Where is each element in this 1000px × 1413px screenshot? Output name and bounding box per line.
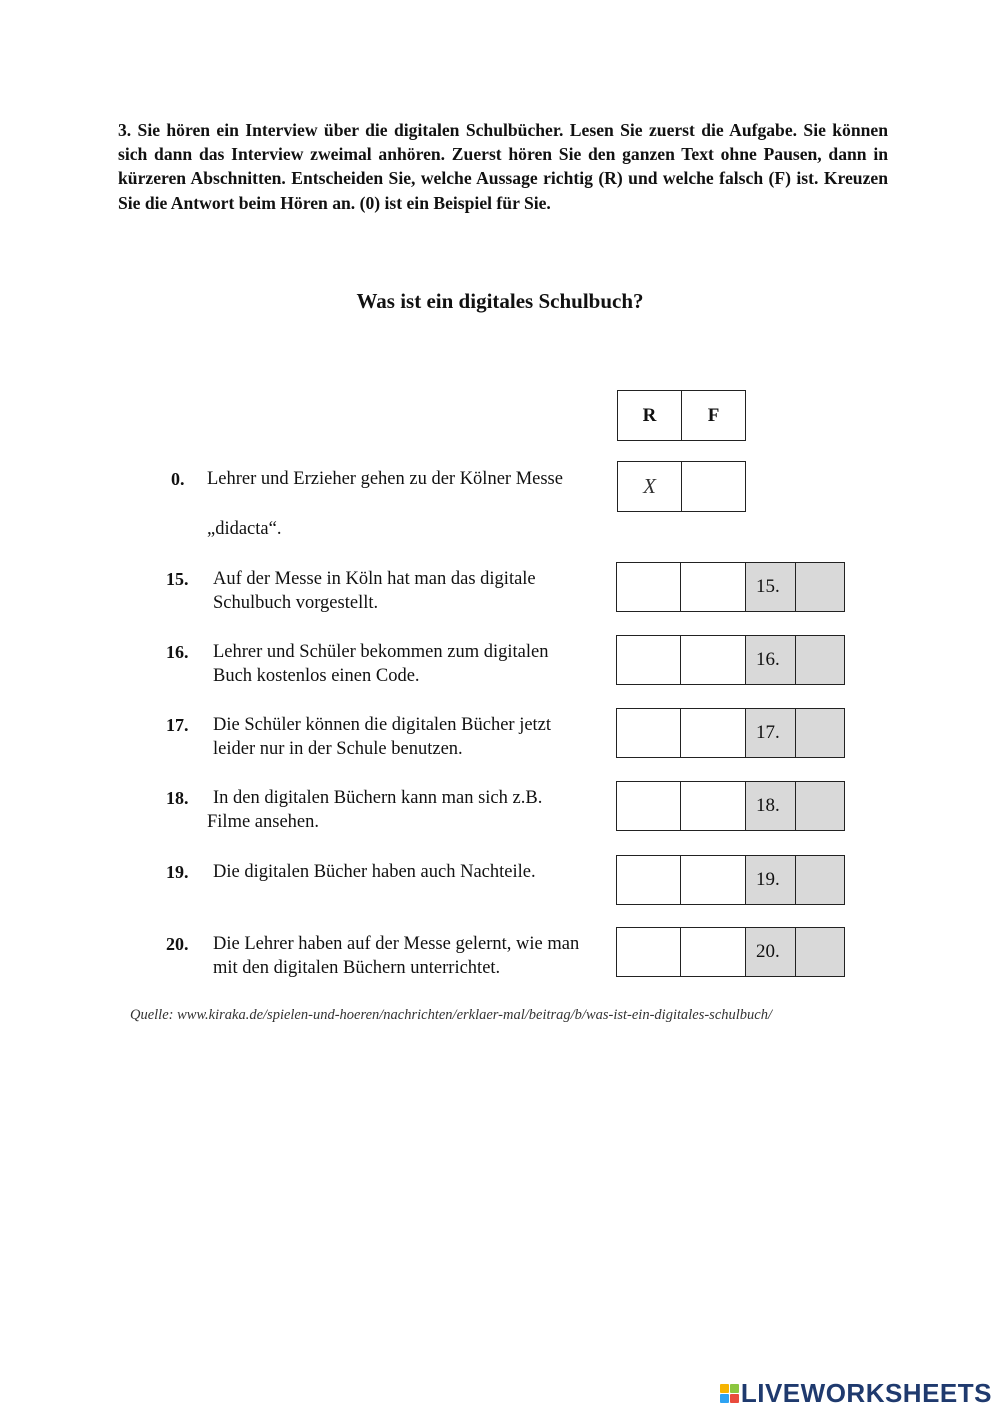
answer-f-box[interactable] xyxy=(680,562,746,612)
question-line-1: Auf der Messe in Köln hat man das digitale xyxy=(213,569,536,589)
liveworksheets-icon xyxy=(720,1384,739,1403)
question-number: 19. xyxy=(166,862,189,882)
question-statement xyxy=(207,786,613,834)
question-statement xyxy=(213,640,613,688)
source-citation: Quelle: www.kiraka.de/spielen-und-hoeren/nachrichten/erklaer-mal/beitrag/b/was-ist-ein-digitales-schulbuch/ xyxy=(130,1007,773,1023)
answer-number-label: 15. xyxy=(756,576,780,597)
answer-result-box xyxy=(795,562,845,612)
question-line-2: Schulbuch vorgestellt. xyxy=(213,593,379,613)
answer-number-box xyxy=(745,562,796,612)
example-number: 0. xyxy=(171,469,185,489)
answer-result-box xyxy=(795,635,845,685)
answer-number-box xyxy=(745,635,796,685)
answer-result-box xyxy=(795,708,845,758)
answer-f-box[interactable] xyxy=(680,708,746,758)
worksheet-title: Was ist ein digitales Schulbuch? xyxy=(356,289,644,313)
question-line-2: leider nur in der Schule benutzen. xyxy=(213,739,463,759)
liveworksheets-logo xyxy=(720,1378,992,1408)
example-r-box xyxy=(617,461,682,512)
question-number: 18. xyxy=(166,788,189,808)
question-statement xyxy=(213,860,613,884)
question-statement xyxy=(213,713,613,761)
answer-r-box[interactable] xyxy=(616,635,681,685)
answer-number-box xyxy=(745,855,796,905)
example-x-mark: X xyxy=(643,474,656,498)
answer-r-box[interactable] xyxy=(616,781,681,831)
task-instructions: 3. Sie hören ein Interview über die digitalen Schulbücher. Lesen Sie zuerst die Aufgabe. Sie können sich dann das Interview zweimal anhören. Zuerst hören Sie den ganzen Text ohne Pausen, dann in kürzeren Abschnitten. Entscheiden Sie, welche Aussage richtig (R) und welche falsch (F) ist. Kreuzen Sie die Antwort beim Hören an. (0) ist ein Beispiel für Sie. xyxy=(118,120,888,213)
question-line-2: Buch kostenlos einen Code. xyxy=(213,666,420,686)
answer-r-box[interactable] xyxy=(616,927,681,977)
header-f: F xyxy=(681,390,746,441)
answer-f-box[interactable] xyxy=(680,927,746,977)
brand-text: LIVEWORKSHEETS xyxy=(740,1377,992,1408)
answer-result-box xyxy=(795,855,845,905)
question-statement xyxy=(213,932,613,980)
answer-number-label: 16. xyxy=(756,649,780,670)
answer-number-box xyxy=(745,781,796,831)
answer-number-label: 18. xyxy=(756,795,780,816)
question-line-1: Die digitalen Bücher haben auch Nachteile. xyxy=(213,862,536,882)
answer-f-box[interactable] xyxy=(680,635,746,685)
answer-r-box[interactable] xyxy=(616,855,681,905)
header-r: R xyxy=(617,390,682,441)
question-number: 16. xyxy=(166,642,189,662)
question-line-1: Die Lehrer haben auf der Messe gelernt, wie man xyxy=(213,934,580,954)
example-statement xyxy=(207,467,607,541)
answer-number-label: 19. xyxy=(756,869,780,890)
answer-number-box xyxy=(745,927,796,977)
question-line-2: mit den digitalen Büchern unterrichtet. xyxy=(213,958,501,978)
question-line-1: Lehrer und Schüler bekommen zum digitalen xyxy=(213,642,549,662)
answer-result-box xyxy=(795,781,845,831)
answer-r-box[interactable] xyxy=(616,562,681,612)
example-line-1: Lehrer und Erzieher gehen zu der Kölner Messe xyxy=(207,469,563,489)
question-line-2: Filme ansehen. xyxy=(207,812,320,832)
question-line-1: Die Schüler können die digitalen Bücher jetzt xyxy=(213,715,552,735)
answer-f-box[interactable] xyxy=(680,855,746,905)
answer-r-box[interactable] xyxy=(616,708,681,758)
question-line-1: In den digitalen Büchern kann man sich z.B. xyxy=(213,788,543,808)
example-line-2: „didacta“. xyxy=(207,519,282,539)
question-statement xyxy=(213,567,613,615)
question-number: 20. xyxy=(166,934,189,954)
answer-number-label: 20. xyxy=(756,941,780,962)
answer-result-box xyxy=(795,927,845,977)
question-number: 15. xyxy=(166,569,189,589)
question-number: 17. xyxy=(166,715,189,735)
example-f-box xyxy=(681,461,746,512)
answer-f-box[interactable] xyxy=(680,781,746,831)
answer-number-label: 17. xyxy=(756,722,780,743)
answer-number-box xyxy=(745,708,796,758)
